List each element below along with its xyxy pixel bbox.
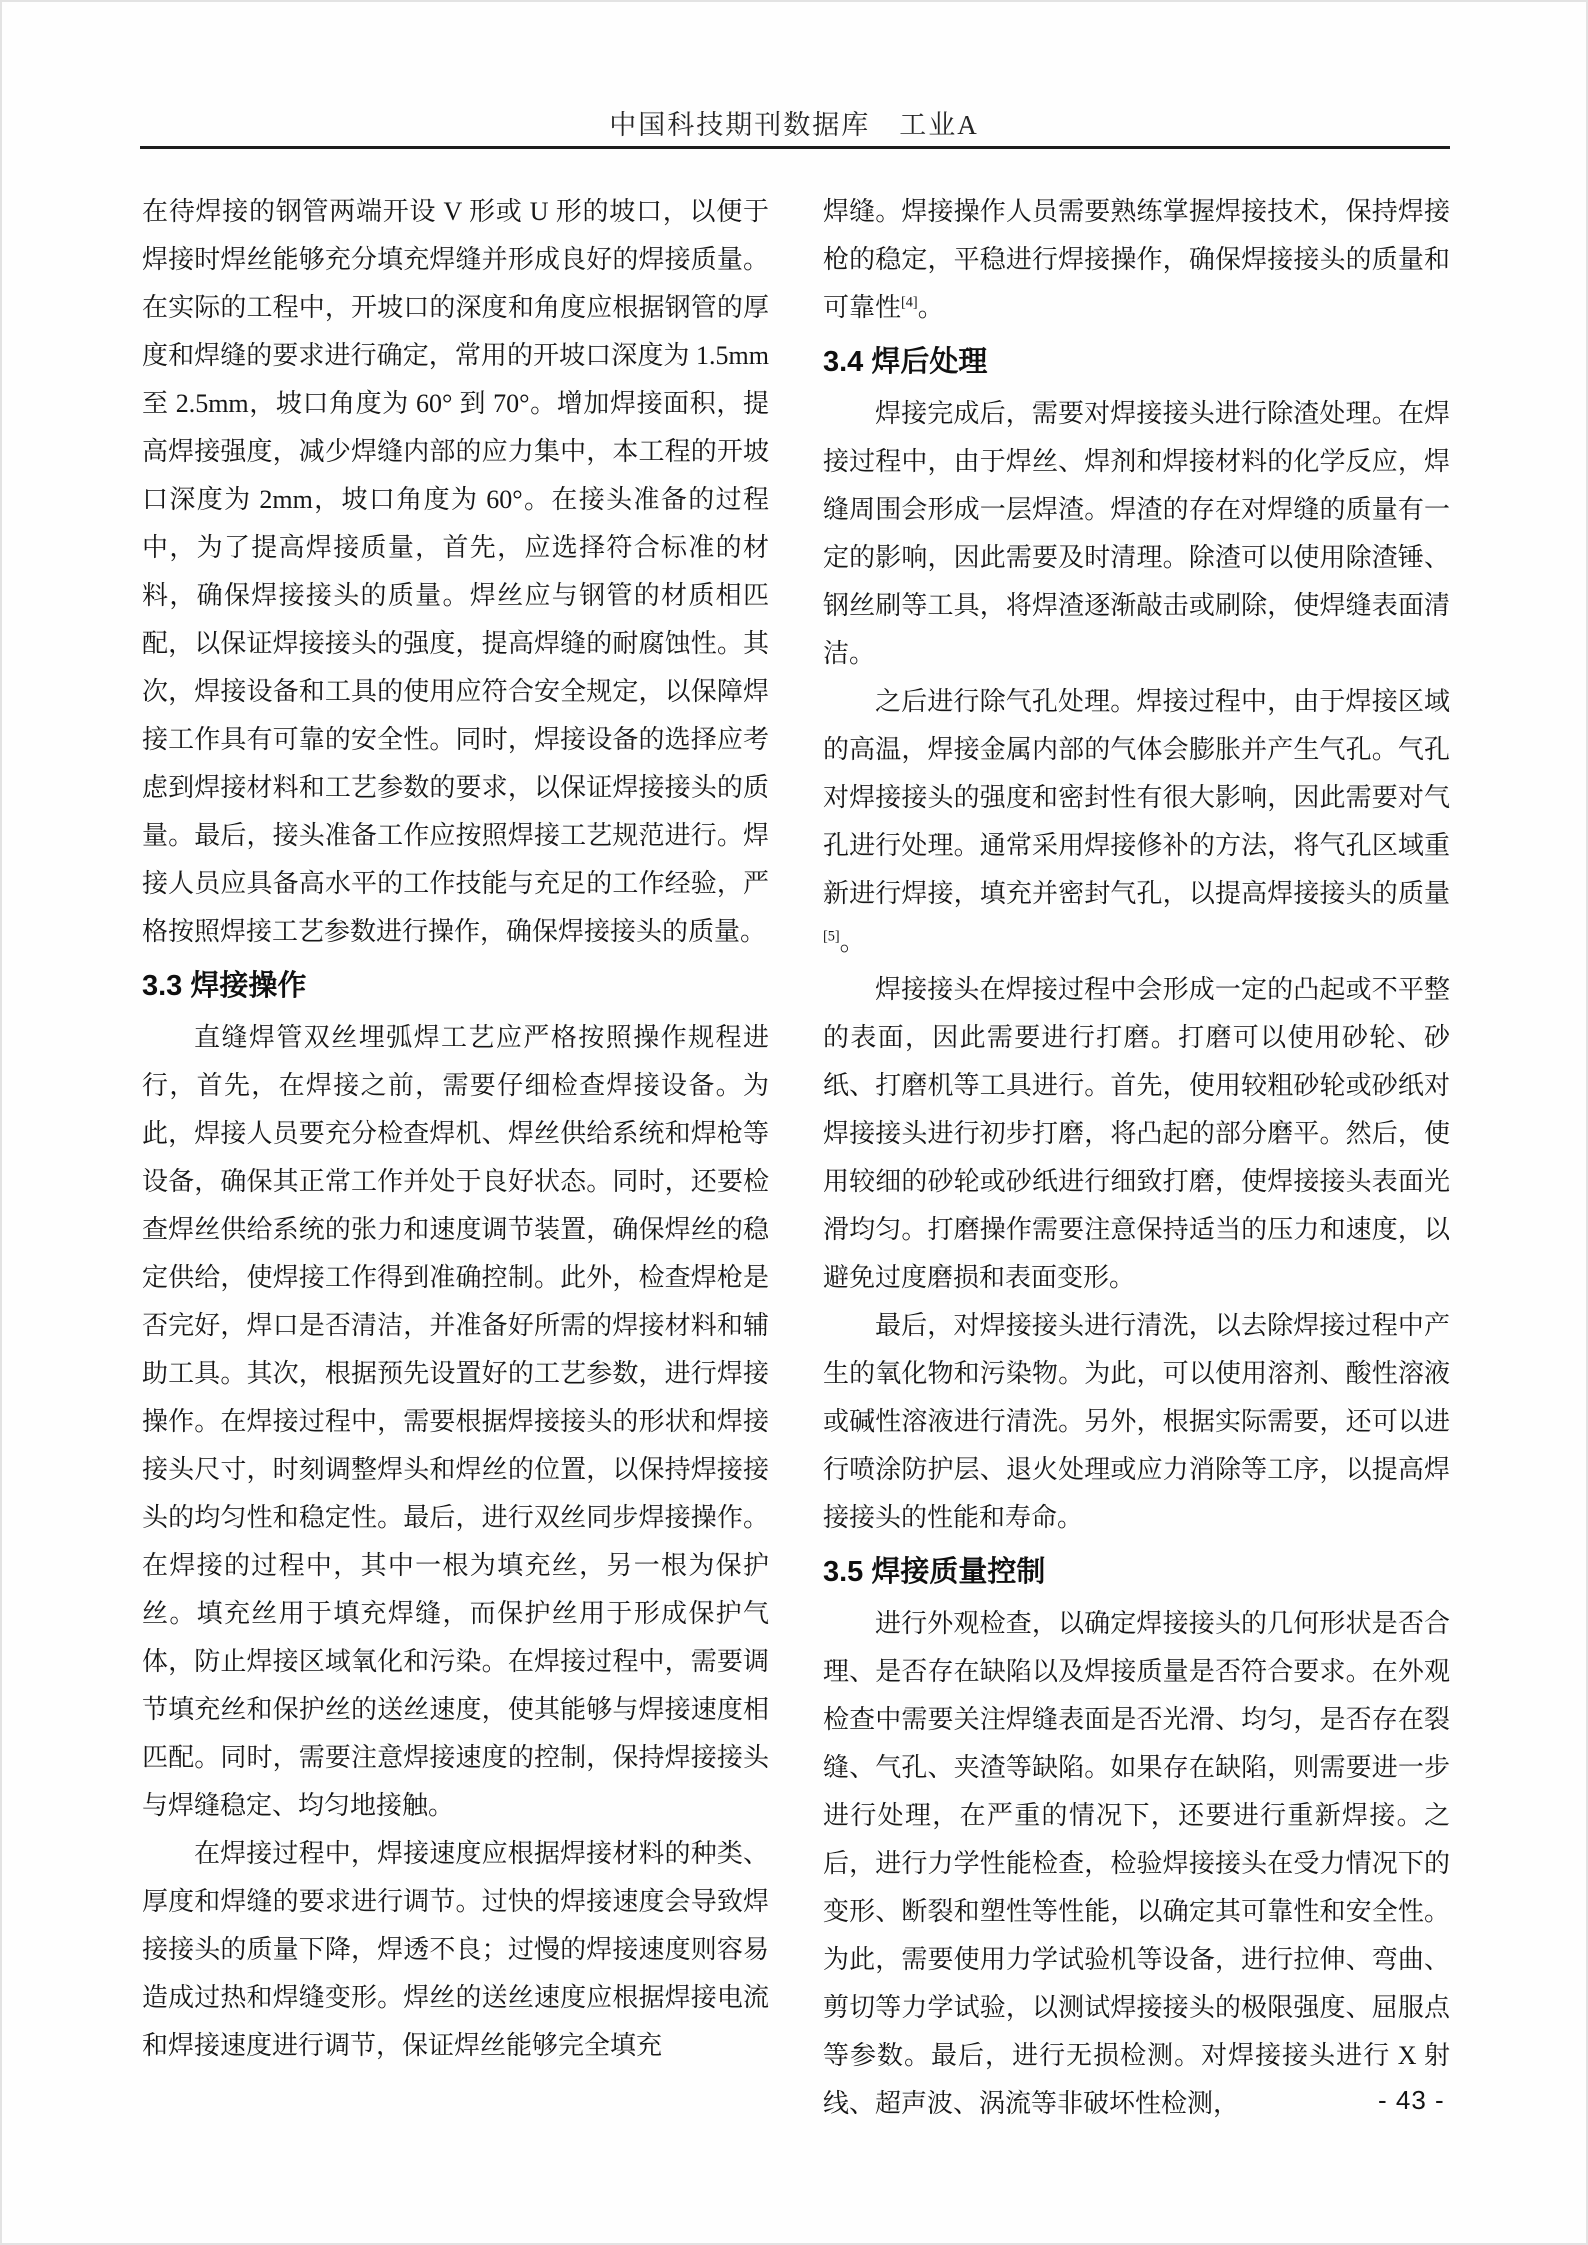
journal-header: 中国科技期刊数据库 工业A bbox=[609, 110, 979, 140]
body-paragraph: 在待焊接的钢管两端开设 V 形或 U 形的坡口，以便于焊接时焊丝能够充分填充焊缝并形成良好的焊接质量。在实际的工程中，开坡口的深度和角度应根据钢管的厚度和焊缝的要求进行确定，常用的开坡口深度为 1.5mm 至 2.5mm，坡口角度为 60° 到 70°。增加焊接面积，提高焊接强度，减少焊缝内部的应力集中，本工程的开坡口深度为 2mm，坡口角度为 60°。在接头准备的过程中，为了提高焊接质量，首先，应选择符合标准的材料，确保焊接接头的质量。焊丝应与钢管的材质相匹配，以保证焊接接头的强度，提高焊缝的耐腐蚀性。其次，焊接设备和工具的使用应符合安全规定，以保障焊接工作具有可靠的安全性。同时，焊接设备的选择应考虑到焊接材料和工艺参数的要求，以保证焊接接头的质量。最后，接头准备工作应按照焊接工艺规范进行。焊接人员应具备高水平的工作技能与充足的工作经验，严格按照焊接工艺参数进行操作，确保焊接接头的质量。 bbox=[142, 197, 769, 946]
section-heading: 3.3 焊接操作 bbox=[142, 970, 307, 1002]
citation-ref: [4] bbox=[901, 294, 918, 311]
body-paragraph: 在焊接过程中，焊接速度应根据焊接材料的种类、厚度和焊缝的要求进行调节。过快的焊接速度会导致焊接接头的质量下降，焊透不良；过慢的焊接速度则容易造成过热和焊缝变形。焊丝的送丝速度应根据焊接电流和焊接速度进行调节，保证焊丝能够完全填充 bbox=[142, 1839, 769, 2060]
citation-ref: [5] bbox=[823, 928, 840, 945]
section-heading: 3.4 焊后处理 bbox=[823, 346, 988, 378]
section-heading: 3.5 焊接质量控制 bbox=[823, 1556, 1046, 1588]
body-paragraph: 焊接完成后，需要对焊接接头进行除渣处理。在焊接过程中，由于焊丝、焊剂和焊接材料的化学反应，焊缝周围会形成一层焊渣。焊渣的存在对焊缝的质量有一定的影响，因此需要及时清理。除渣可以使用除渣锤、钢丝刷等工具，将焊渣逐渐敲击或刷除，使焊缝表面清洁。 bbox=[823, 399, 1450, 668]
column-left bbox=[142, 188, 769, 2128]
body-paragraph: 最后，对焊接接头进行清洗，以去除焊接过程中产生的氧化物和污染物。为此，可以使用溶剂、酸性溶液或碱性溶液进行清洗。另外，根据实际需要，还可以进行喷涂防护层、退火处理或应力消除等工序，以提高焊接接头的性能和寿命。 bbox=[823, 1311, 1450, 1532]
column-right bbox=[823, 188, 1450, 2128]
page-number: - 43 - bbox=[1378, 2085, 1445, 2115]
header-divider bbox=[140, 146, 1450, 149]
body-paragraph: 焊接接头在焊接过程中会形成一定的凸起或不平整的表面，因此需要进行打磨。打磨可以使用砂轮、砂纸、打磨机等工具进行。首先，使用较粗砂轮或砂纸对焊接接头进行初步打磨，将凸起的部分磨平。然后，使用较细的砂轮或砂纸进行细致打磨，使焊接接头表面光滑均匀。打磨操作需要注意保持适当的压力和速度，以避免过度磨损和表面变形。 bbox=[823, 975, 1450, 1292]
body-paragraph: 之后进行除气孔处理。焊接过程中，由于焊接区域的高温，焊接金属内部的气体会膨胀并产生气孔。气孔对焊接接头的强度和密封性有很大影响，因此需要对气孔进行处理。通常采用焊接修补的方法，将气孔区域重新进行焊接，填充并密封气孔，以提高焊接接头的质量[5]。 bbox=[823, 687, 1450, 956]
body-paragraph: 焊缝。焊接操作人员需要熟练掌握焊接技术，保持焊接枪的稳定，平稳进行焊接操作，确保焊接接头的质量和可靠性[4]。 bbox=[823, 197, 1450, 322]
two-column-layout bbox=[142, 188, 1450, 2128]
body-paragraph: 进行外观检查，以确定焊接接头的几何形状是否合理、是否存在缺陷以及焊接质量是否符合要求。在外观检查中需要关注焊缝表面是否光滑、均匀，是否存在裂缝、气孔、夹渣等缺陷。如果存在缺陷，则需要进一步进行处理，在严重的情况下，还要进行重新焊接。之后，进行力学性能检查，检验焊接接头在受力情况下的变形、断裂和塑性等性能，以确定其可靠性和安全性。为此，需要使用力学试验机等设备，进行拉伸、弯曲、剪切等力学试验，以测试焊接接头的极限强度、屈服点等参数。最后，进行无损检测。对焊接接头进行 X 射线、超声波、涡流等非破坏性检测， bbox=[823, 1609, 1450, 2118]
body-paragraph: 直缝焊管双丝埋弧焊工艺应严格按照操作规程进行，首先，在焊接之前，需要仔细检查焊接设备。为此，焊接人员要充分检查焊机、焊丝供给系统和焊枪等设备，确保其正常工作并处于良好状态。同时，还要检查焊丝供给系统的张力和速度调节装置，确保焊丝的稳定供给，使焊接工作得到准确控制。此外，检查焊枪是否完好，焊口是否清洁，并准备好所需的焊接材料和辅助工具。其次，根据预先设置好的工艺参数，进行焊接操作。在焊接过程中，需要根据焊接接头的形状和焊接接头尺寸，时刻调整焊头和焊丝的位置，以保持焊接接头的均匀性和稳定性。最后，进行双丝同步焊接操作。在焊接的过程中，其中一根为填充丝，另一根为保护丝。填充丝用于填充焊缝，而保护丝用于形成保护气体，防止焊接区域氧化和污染。在焊接过程中，需要调节填充丝和保护丝的送丝速度，使其能够与焊接速度相匹配。同时，需要注意焊接速度的控制，保持焊接接头与焊缝稳定、均匀地接触。 bbox=[142, 1023, 769, 1820]
